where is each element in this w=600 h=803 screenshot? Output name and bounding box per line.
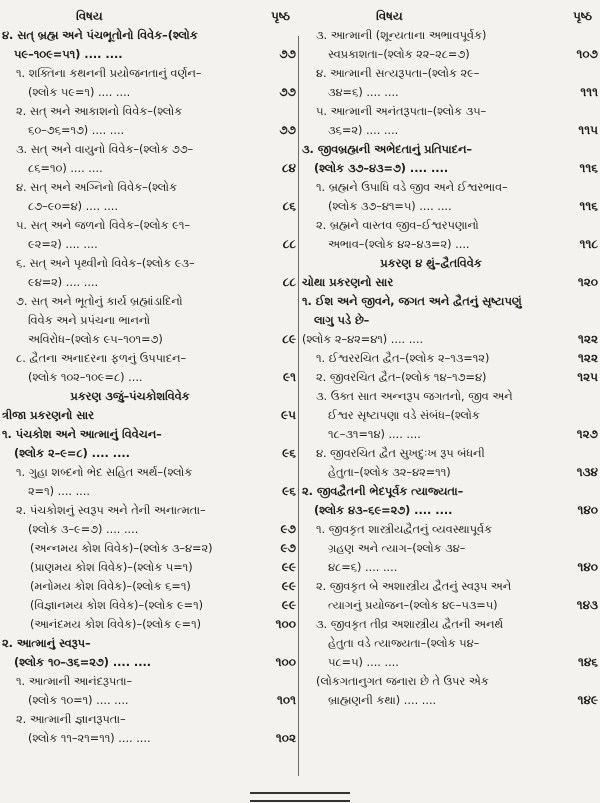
- toc-page-number: ૯૭: [280, 522, 296, 536]
- toc-entry-line: (શ્લોક ૧૧–૨૧=૧૧) .... ....: [28, 732, 151, 745]
- toc-page-number: ૭૭: [279, 85, 296, 99]
- toc-entry-line: ૫. આત્માની અનંતરૂપતા–(શ્લોક ૩૫–: [316, 105, 487, 118]
- toc-page-number: ૧૪૬: [577, 655, 598, 669]
- toc-entry-line: હેતુતા–(શ્લોક ૩૨–૪૨=૧૧): [328, 466, 451, 479]
- toc-entry-text: [302, 254, 564, 273]
- toc-page-number: ૧૨૭: [576, 427, 598, 441]
- toc-entry-line: ૬૦–૭૬=૧૭) .... ....: [28, 124, 125, 137]
- toc-entry-line: ૪૮=૬) .... ....: [328, 561, 398, 574]
- toc-page-number: ૮૯: [282, 332, 296, 346]
- toc-entry-text: [316, 178, 564, 216]
- toc-entry-line: (શ્લોક ૨–૯=૮) .... ....: [14, 447, 130, 460]
- toc-entry: [302, 615, 598, 672]
- toc-entry-line: ૩. જીવબ્રહ્મની અભેદતાનું પ્રતિપાદન–: [302, 143, 473, 156]
- toc-page-number: ૯૬: [282, 484, 296, 498]
- toc-entry-line: હેતુતા વડે ત્યાજ્યતા–(શ્લોક ૫૪–: [328, 637, 480, 650]
- toc-entry-line: ૪. આત્માની સત્યરૂપતા–(શ્લોક ૨૯–: [316, 67, 480, 80]
- toc-entry-text: [16, 349, 262, 387]
- toc-page-number: ૧૧૬: [579, 199, 598, 213]
- toc-page-number: ૧૪૯: [577, 693, 598, 707]
- toc-entry-line: ૨. બ્રહ્મને વાસ્તવ જીવ–ઈશ્વરપણાનો: [316, 219, 479, 232]
- toc-entry-line: ૩. સત્ અને વાયુનો વિવેક–(શ્લોક ૭૭–: [16, 143, 194, 156]
- toc-entry-line: (આનંદમય કોશ વિવેક)–(શ્લોક ૯=૧): [30, 618, 202, 631]
- toc-entry-text: [316, 615, 564, 672]
- toc-page-number: ૭૭: [279, 47, 296, 61]
- toc-entry-line: ૫૮=૫) .... ....: [328, 656, 399, 669]
- toc-entry: [302, 577, 598, 615]
- toc-entry-line: ૧. શક્તિના કથનની પ્રયોજનતાનું વર્ણન–: [16, 67, 202, 80]
- toc-page-number: ૯૯: [281, 579, 296, 593]
- subject-heading: વિષય: [376, 8, 403, 23]
- toc-entry-line: (શ્લોક ૫૯=૧) .... ....: [28, 86, 131, 99]
- toc-header-right: [302, 6, 598, 26]
- toc-header-left: [2, 6, 296, 26]
- toc-entry-line: લાગુ પડે છે–: [314, 314, 370, 327]
- toc-entry: [2, 292, 296, 349]
- toc-page-number: ૧૪૦: [577, 560, 598, 574]
- toc-entry-text: [2, 26, 262, 64]
- toc-entry-line: ૬. સત્ અને પૃથ્વીનો વિવેક–(શ્લોક ૯૩–: [16, 257, 195, 270]
- toc-page-number: ૮૬: [282, 199, 296, 213]
- toc-page-number: ૯૬: [282, 446, 296, 460]
- toc-page-number: ૧૪૩: [576, 598, 598, 612]
- toc-entry-line: (શ્લોક ૧૦૨–૧૦૯=૮) ....: [28, 371, 143, 384]
- toc-entry-line: ચોથા પ્રકરણનો સાર: [302, 276, 394, 289]
- toc-entry: [302, 387, 598, 444]
- toc-left-list: [2, 26, 296, 748]
- toc-entry-text: [30, 615, 262, 634]
- toc-entry-line: ૩૬=૨) .... ....: [328, 124, 399, 137]
- toc-entry-line: ત્યાગનું પ્રયોજન–(શ્લોક ૪૯–૫૩=૫): [328, 599, 498, 612]
- toc-entry-line: ૧. બ્રહ્મને ઉપાધિ વડે જીવ અને ઈશ્વરભાવ–: [316, 181, 508, 194]
- toc-entry: [2, 501, 296, 539]
- toc-entry-line: ૨. પંચકોશનું સ્વરૂપ અને તેની અનાત્મતા–: [16, 504, 206, 517]
- toc-entry: [2, 102, 296, 140]
- toc-entry-text: [30, 596, 262, 615]
- toc-entry-line: અવિરોધ–(શ્લોક ૯૫–૧૦૧=૭): [28, 333, 163, 346]
- page-heading: પૃષ્ઠ: [271, 8, 290, 23]
- toc-entry-text: [16, 501, 262, 539]
- toc-entry: [302, 26, 598, 64]
- toc-entry: [302, 178, 598, 216]
- toc-page-number: ૧૨૫: [577, 370, 598, 384]
- toc-entry-line: (વિજ્ઞાનમય કોશ વિવેક)–(શ્લોક ૯=૧): [30, 599, 204, 612]
- toc-entry-text: [316, 520, 564, 577]
- toc-entry: [302, 292, 598, 330]
- toc-page-number: ૧૧૫: [578, 123, 598, 137]
- toc-entry-text: [2, 406, 262, 425]
- toc-entry-line: ૮૭–૯૦=૪) .... ....: [28, 200, 118, 213]
- toc-entry-line: ૧. ગુહા શબ્દનો ભેદ સહિત અર્થ–(શ્લોક: [16, 466, 193, 479]
- toc-page-number: ૧૩૪: [576, 465, 598, 479]
- toc-page-number: ૧૦૭: [576, 47, 598, 61]
- toc-entry-text: [302, 140, 564, 178]
- toc-page-number: ૧૦૦: [275, 655, 296, 669]
- toc-entry-text: [16, 64, 262, 102]
- toc-entry: [2, 178, 296, 216]
- toc-entry-line: (શ્લોક ૩–૯=૭) .... ....: [28, 523, 139, 536]
- toc-entry-line: ગ્રહણ અને ત્યાગ–(શ્લોક ૩૪–: [328, 542, 466, 555]
- toc-entry-text: [316, 577, 564, 615]
- toc-entry: [2, 672, 296, 710]
- toc-entry-line: ૯૨=૨) .... ....: [28, 238, 98, 251]
- toc-entry-line: (અન્નમય કોશ વિવેક)–(શ્લોક ૩–૪=૨): [30, 542, 213, 555]
- toc-entry-text: [16, 178, 262, 216]
- toc-entry: [2, 596, 296, 615]
- toc-entry-line: ૩. જીવકૃત તીવ્ર અશાસ્ત્રીય દ્વૈતની અનર્થ: [316, 618, 504, 631]
- toc-entry-text: [16, 672, 262, 710]
- toc-entry-text: [316, 672, 564, 710]
- toc-entry-text: [16, 710, 262, 748]
- toc-entry: [2, 254, 296, 292]
- toc-entry-text: [16, 102, 262, 140]
- toc-entry-text: [302, 330, 564, 349]
- toc-entry-text: [302, 482, 564, 520]
- toc-entry: [2, 349, 296, 387]
- toc-entry-line: ૮. દ્વૈતના અનાદરના ફળનું ઉપપાદન–: [16, 352, 187, 365]
- toc-entry: [2, 26, 296, 64]
- toc-entry: [2, 577, 296, 596]
- toc-entry-line: (શ્લોક ૩૭–૪૩=૭) .... ....: [314, 162, 449, 175]
- toc-entry-line: ૪. સત્ અને અગ્નિનો વિવેક–(શ્લોક: [16, 181, 177, 194]
- toc-entry-line: ૧. ઈશ અને જીવને, જગત અને દ્વૈતનું સૃષ્ટાપણું: [302, 295, 522, 308]
- toc-entry: [302, 444, 598, 482]
- toc-right-list: [302, 26, 598, 710]
- toc-page-number: ૯૫: [281, 408, 296, 422]
- toc-entry: [302, 140, 598, 178]
- toc-entry: [2, 406, 296, 425]
- toc-entry: [2, 539, 296, 558]
- toc-entry-line: (મનોમય કોશ વિવેક)–(શ્લોક ૬=૧): [30, 580, 191, 593]
- toc-entry-line: ત્રીજા પ્રકરણનો સાર: [2, 409, 95, 422]
- toc-page-number: ૮૪: [281, 161, 296, 175]
- toc-entry-text: [16, 292, 262, 349]
- toc-entry-line: ૧. પંચકોશ અને આત્માનું વિવેચન–: [2, 428, 162, 441]
- toc-entry: [302, 273, 598, 292]
- toc-entry-text: [30, 558, 262, 577]
- subject-heading: વિષય: [76, 8, 103, 23]
- toc-entry-line: ૨. જીવકૃત બે અશાસ્ત્રીય દ્વૈતનું સ્વરૂપ અને: [316, 580, 512, 593]
- toc-entry-line: (શ્લોક ૪૩–૬૯=૨૭) .... ....: [314, 504, 453, 517]
- toc-entry-text: [30, 539, 262, 558]
- toc-entry-text: [316, 444, 564, 482]
- page-heading: પૃષ્ઠ: [573, 8, 592, 23]
- toc-entry-line: ૫. સત્ અને જળનો વિવેક–(શ્લોક ૯૧–: [16, 219, 191, 232]
- toc-entry-line: ૧. આત્માની આનંદરૂપતા–: [16, 675, 133, 688]
- toc-entry-line: ૭. સત્ અને ભૂતોનું કાર્ય બ્રહ્માંડાદિનો: [16, 295, 183, 308]
- toc-page-number: ૧૧૮: [579, 237, 598, 251]
- toc-entry: [2, 615, 296, 634]
- toc-entry-line: (શ્લોક ૨–૪૨=૪૧) .... ....: [302, 333, 424, 346]
- toc-entry-line: ૨. જીવદ્વૈતની ભેદપૂર્વક ત્યાજ્યતા–: [302, 485, 464, 498]
- toc-entry-line: વિવેક અને પ્રપંચના ભાનનો: [28, 314, 151, 327]
- toc-entry-text: [30, 577, 262, 596]
- toc-page-number: ૧૨૦: [577, 275, 598, 289]
- toc-entry-line: (પ્રાણમય કોશ વિવેક)–(શ્લોક ૫=૧): [30, 561, 193, 574]
- toc-entry: [2, 425, 296, 463]
- toc-entry-text: [2, 425, 262, 463]
- toc-entry-line: ૧. જીવકૃત શાસ્ત્રીયદ્વૈતનું વ્યવસ્થાપૂર્વક: [316, 523, 492, 536]
- toc-entry-line: (શ્લોક ૩૭–૪૧=૫) .... ....: [328, 200, 452, 213]
- toc-entry: [2, 387, 296, 406]
- toc-entry-line: ૨=૧) .... ....: [28, 485, 90, 498]
- toc-entry: [302, 330, 598, 349]
- toc-page-number: ૧૪૦: [577, 503, 598, 517]
- toc-page-number: ૧૦૨: [275, 731, 296, 745]
- toc-entry-text: [316, 349, 564, 368]
- toc-entry-line: ૩. આત્માની (શૂન્યતાના અભાવપૂર્વક): [316, 29, 487, 42]
- toc-entry-line: ૮૬=૧૦) .... ....: [28, 162, 103, 175]
- bottom-ornament-rule: [250, 792, 350, 802]
- toc-entry-line: ૩૪=૬) .... ....: [328, 86, 399, 99]
- toc-entry: [302, 254, 598, 273]
- toc-entry: [302, 520, 598, 577]
- toc-entry-text: [316, 64, 564, 102]
- toc-entry: [302, 102, 598, 140]
- toc-entry-line: પ્રકરણ ૩જું–પંચકોશવિવેક: [70, 390, 190, 403]
- toc-page-number: ૧૨૨: [578, 332, 598, 346]
- toc-entry: [302, 368, 598, 387]
- toc-page-number: ૯૧: [283, 370, 296, 384]
- toc-entry: [2, 558, 296, 577]
- toc-left-column: [2, 6, 296, 748]
- toc-page-number: ૧૦૧: [277, 693, 296, 707]
- toc-page-number: ૧૧૧: [580, 85, 598, 99]
- toc-entry: [302, 216, 598, 254]
- toc-page-number: ૮૮: [282, 237, 296, 251]
- toc-entry-text: [16, 216, 262, 254]
- toc-entry: [302, 349, 598, 368]
- toc-entry-line: ૨. સત્ અને આકાશનો વિવેક–(શ્લોક: [16, 105, 183, 118]
- toc-entry-text: [16, 254, 262, 292]
- toc-page-number: ૧૨૨: [578, 351, 598, 365]
- toc-entry: [2, 64, 296, 102]
- toc-entry-text: [316, 216, 564, 254]
- toc-entry-text: [316, 102, 564, 140]
- toc-entry-line: ૧. ઈશ્વરરચિત દ્વૈત–(શ્લોક ૨–૧૩=૧૨): [316, 352, 490, 365]
- toc-entry-text: [302, 292, 564, 330]
- toc-entry: [302, 64, 598, 102]
- toc-entry: [302, 482, 598, 520]
- toc-entry-line: સ્વપ્રકાશતા–(શ્લોક ૨૨–૨૮=૭): [328, 48, 470, 61]
- toc-entry-line: ૫૯–૧૦૯=૫૧) .... ....: [14, 48, 123, 61]
- toc-entry-text: [316, 387, 564, 444]
- toc-page-number: ૮૮: [282, 275, 296, 289]
- toc-entry-line: અભાવ–(શ્લોક ૪૨–૪૩=૨) ....: [328, 238, 470, 251]
- toc-entry-text: [2, 634, 262, 672]
- toc-entry-line: ૯૪=૨) .... ....: [28, 276, 99, 289]
- toc-entry-line: ૧૮–૩૧=૧૪) .... ....: [328, 428, 421, 441]
- toc-entry: [2, 634, 296, 672]
- toc-entry: [302, 672, 598, 710]
- toc-page-number: ૭૭: [279, 123, 296, 137]
- toc-entry-line: ૪. જીવરચિત દ્વૈત સુખદુઃખ રૂપ બંધની: [316, 447, 485, 460]
- toc-page-number: ૯૯: [281, 598, 296, 612]
- toc-entry-line: ૨. આત્માની જ્ઞાનરૂપતા–: [16, 713, 126, 726]
- toc-entry-text: [2, 387, 262, 406]
- toc-entry: [2, 140, 296, 178]
- toc-entry-line: (શ્લોક ૧૦–૩૬=૨૭) .... ....: [14, 656, 152, 669]
- toc-page-number: ૧૧૬: [579, 161, 598, 175]
- toc-page-number: ૯૯: [281, 560, 296, 574]
- toc-entry-line: ઈશ્વર સૃષ્ટાપણા વડે સંબંધ–(શ્લોક: [328, 409, 480, 422]
- toc-page-number: ૯૭: [280, 541, 296, 555]
- toc-entry: [2, 216, 296, 254]
- toc-entry-line: બ્રાહ્મણની કથા) .... ....: [328, 694, 437, 707]
- toc-entry-text: [16, 463, 262, 501]
- toc-entry-text: [316, 368, 564, 387]
- toc-page-number: ૧૦૦: [275, 617, 296, 631]
- toc-entry: [2, 463, 296, 501]
- toc-entry-line: ૨. જીવરચિત દ્વૈત–(શ્લોક ૧૪–૧૭=૪): [316, 371, 487, 384]
- toc-entry-text: [16, 140, 262, 178]
- toc-entry-line: ૩. ઉક્ત સાત અન્નરૂપ જગતનો, જીવ અને: [316, 390, 513, 403]
- toc-entry-line: ૪. સત્ બ્રહ્મ અને પંચભૂતોનો વિવેક–(શ્લોક: [2, 29, 198, 42]
- toc-entry-text: [316, 26, 564, 64]
- column-divider: [298, 36, 299, 776]
- toc-entry-line: (શ્લોક ૧૦=૧) .... ....: [28, 694, 129, 707]
- toc-entry-line: પ્રકરણ ૪ થું–દ્વૈતવિવેક: [380, 257, 482, 270]
- toc-right-column: [302, 6, 598, 710]
- toc-entry-text: [302, 273, 564, 292]
- toc-entry: [2, 710, 296, 748]
- toc-entry-line: ૨. આત્માનું સ્વરૂપ–: [2, 637, 91, 650]
- toc-entry-line: (લોકગતાનુગત જનારા છે તે ઉપર એક: [316, 675, 489, 688]
